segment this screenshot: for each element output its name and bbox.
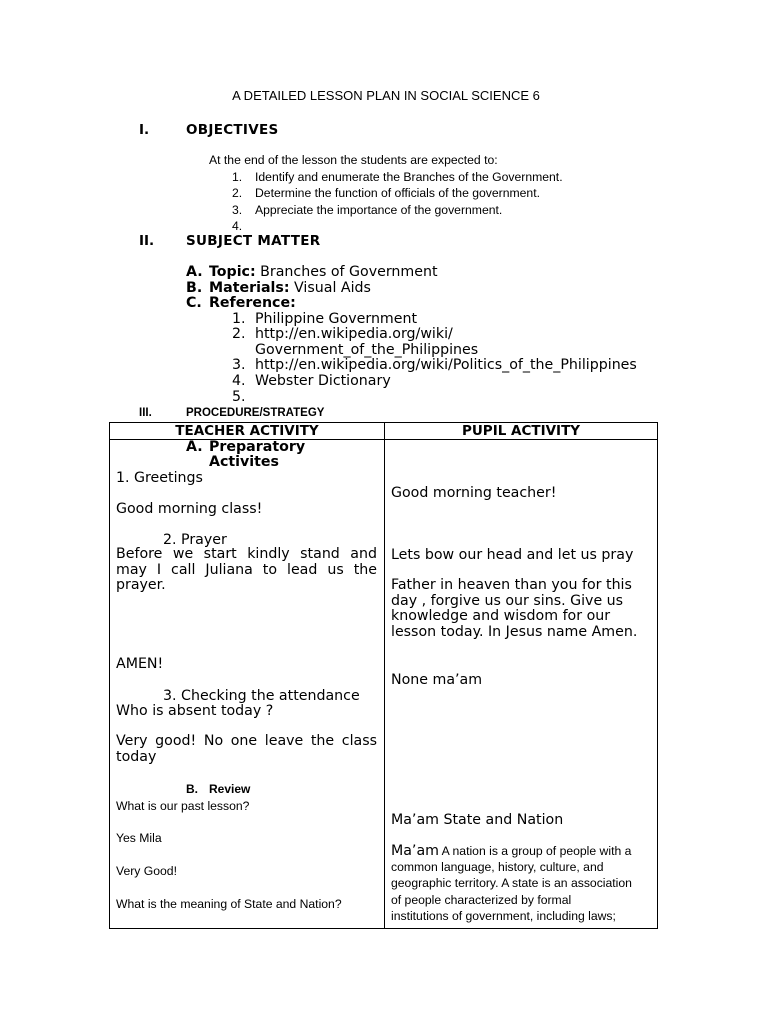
reference-number: 3. <box>232 357 246 373</box>
objective-item: Determine the function of officials of the government. <box>255 186 540 200</box>
pupil-prayer-lead: Lets bow our head and let us pray <box>391 547 634 563</box>
section-numeral-subject-matter: II. <box>139 233 155 249</box>
reference-number: 5. <box>232 389 246 405</box>
pupil-past-lesson-answer: Ma’am State and Nation <box>391 812 564 828</box>
pupil-meaning-line-3: geographic territory. A state is an association <box>391 876 632 891</box>
attendance-step: 3. Checking the attendance <box>163 688 360 704</box>
materials-letter: B. <box>186 280 203 296</box>
section-heading-objectives: OBJECTIVES <box>186 122 279 138</box>
objective-number: 2. <box>232 186 243 200</box>
teacher-very-good-attendance: Very good! No one leave the class today <box>116 733 377 765</box>
pupil-absent-answer: None ma’am <box>391 672 483 688</box>
pupil-meaning-line-5: institutions of government, including laws; <box>391 908 616 923</box>
pupil-meaning-line-4: of people characterized by formal <box>391 892 572 907</box>
section-numeral-objectives: I. <box>139 122 150 138</box>
reference-item: Philippine Government <box>255 311 418 327</box>
section-numeral-procedure: III. <box>139 407 152 419</box>
teacher-very-good-review: Very Good! <box>116 864 177 878</box>
reference-item-continuation: Government_of_the_Philippines <box>255 342 479 358</box>
teacher-activity-header: TEACHER ACTIVITY <box>175 423 319 439</box>
reference-item: http://en.wikipedia.org/wiki/Politics_of_the_Philippines <box>255 357 637 373</box>
pupil-meaning-line-1 <box>391 843 632 859</box>
objective-number: 3. <box>232 203 243 217</box>
review-letter: B. <box>186 782 198 796</box>
objective-item: Identify and enumerate the Branches of the Government. <box>255 170 563 184</box>
preparatory-heading-continued: Activites <box>209 454 279 470</box>
pupil-meaning-line-2: common language, history, culture, and <box>391 860 604 874</box>
pupil-greeting: Good morning teacher! <box>391 485 557 501</box>
reference-number: 2. <box>232 326 246 342</box>
materials-line <box>209 280 371 296</box>
reference-number: 4. <box>232 373 246 389</box>
topic-letter: A. <box>186 264 203 280</box>
objective-number: 1. <box>232 170 243 184</box>
materials-value: Visual Aids <box>289 280 371 296</box>
materials-label: Materials: <box>209 280 290 296</box>
section-heading-subject-matter: SUBJECT MATTER <box>186 233 321 249</box>
preparatory-letter: A. <box>186 439 203 455</box>
topic-value: Branches of Government <box>255 264 438 280</box>
reference-letter: C. <box>186 295 202 311</box>
reference-label: Reference: <box>209 295 296 311</box>
prayer-step: 2. Prayer <box>163 532 227 548</box>
topic-label: Topic: <box>209 264 256 280</box>
greetings-step: 1. Greetings <box>116 470 203 486</box>
table-column-divider <box>384 423 385 928</box>
pupil-activity-header: PUPIL ACTIVITY <box>461 423 581 439</box>
teacher-amen: AMEN! <box>116 656 164 672</box>
teacher-meaning-question: What is the meaning of State and Nation? <box>116 897 342 911</box>
pupil-meaning-lead: Ma’am <box>391 843 439 859</box>
teacher-past-lesson-question: What is our past lesson? <box>116 799 250 813</box>
teacher-call-mila: Yes Mila <box>116 831 162 845</box>
objective-number: 4. <box>232 219 243 233</box>
reference-item: Webster Dictionary <box>255 373 391 389</box>
objective-item: Appreciate the importance of the government. <box>255 203 503 217</box>
document-title: A DETAILED LESSON PLAN IN SOCIAL SCIENCE 6 <box>232 88 540 103</box>
pupil-meaning-text: A nation is a group of people with a <box>438 844 632 858</box>
topic-line <box>209 264 438 280</box>
teacher-greeting: Good morning class! <box>116 501 263 517</box>
pupil-prayer: Father in heaven than you for this day , forgive us our sins. Give us knowledge and wisdom for our lesson today. In Jesus name Amen. <box>391 577 638 640</box>
reference-item: http://en.wikipedia.org/wiki/ <box>255 326 453 342</box>
preparatory-heading: Preparatory <box>209 439 306 455</box>
teacher-prayer-instruction: Before we start kindly stand and may I call Juliana to lead us the prayer. <box>116 546 377 594</box>
review-heading: Review <box>209 782 251 796</box>
teacher-absent-question: Who is absent today ? <box>116 703 274 719</box>
objectives-intro: At the end of the lesson the students are expected to: <box>209 153 498 167</box>
activity-table <box>109 422 658 929</box>
reference-number: 1. <box>232 311 246 327</box>
pupil-meaning-answer <box>391 843 632 924</box>
section-heading-procedure: PROCEDURE/STRATEGY <box>186 407 325 419</box>
